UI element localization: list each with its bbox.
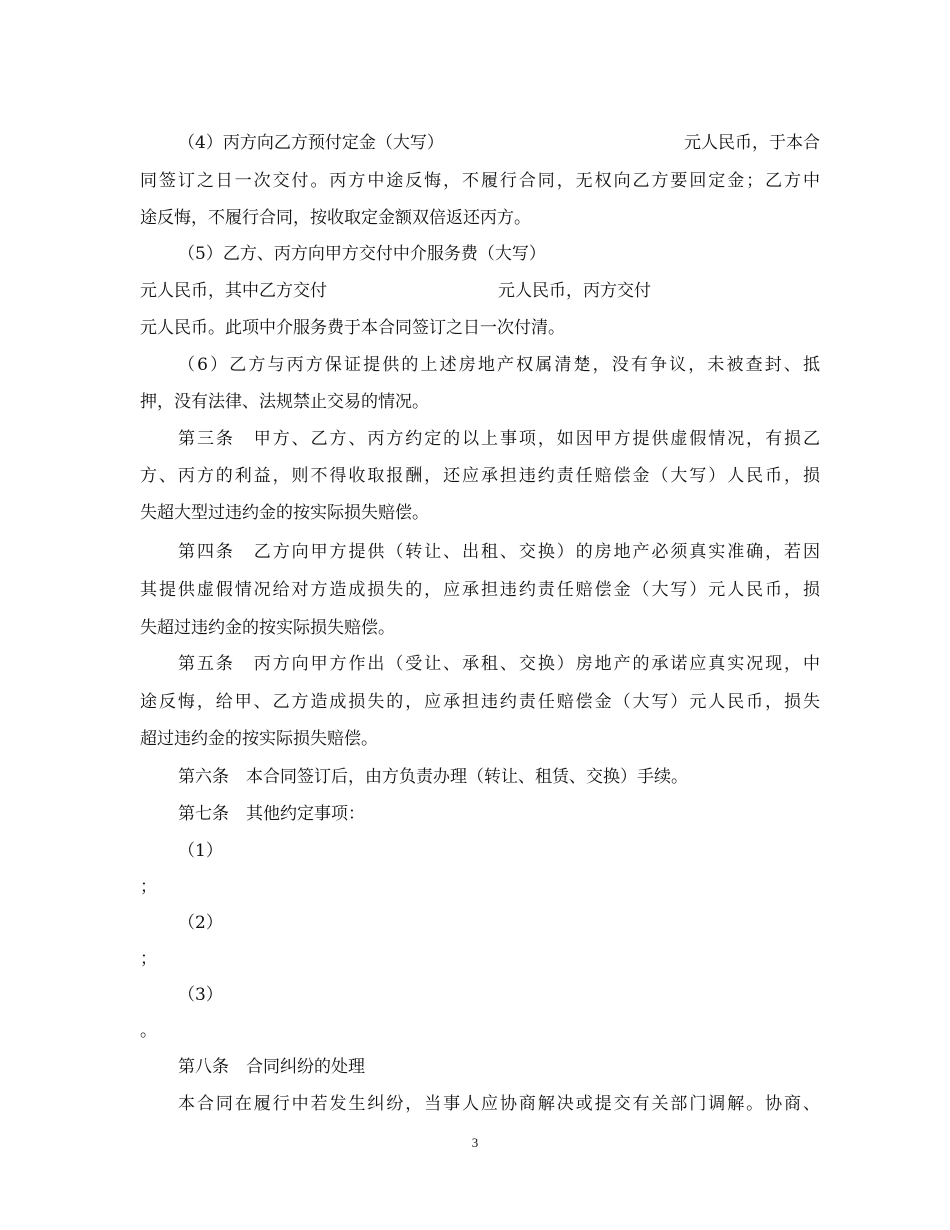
article-8-line-2: 本合同在履行中若发生纠纷，当事人应协商解决或提交有关部门调解。协商、 xyxy=(178,1094,820,1114)
clause-5-line-2 xyxy=(140,280,820,302)
article-8-line-1: 第八条 合同纠纷的处理 xyxy=(178,1057,365,1077)
article-4-line-3: 失超过违约金的按实际损失赔偿。 xyxy=(140,618,395,638)
clause-4-line-1 xyxy=(178,132,820,154)
clause-4-line-3: 途反悔，不履行合同，按收取定金额双倍返还丙方。 xyxy=(140,208,531,228)
article-5-line-3: 超过违约金的按实际损失赔偿。 xyxy=(140,729,378,749)
article-5-line-2: 途反悔，给甲、乙方造成损失的，应承担违约责任赔偿金（大写）元人民币，损失 xyxy=(140,692,820,712)
article-7-line-1: 第七条 其他约定事项： xyxy=(178,804,365,824)
article-4-line-2: 其提供虚假情况给对方造成损失的，应承担违约责任赔偿金（大写）元人民币，损 xyxy=(140,580,820,600)
clause-5-text-2: 元人民币，丙方交付 xyxy=(498,281,651,301)
clause-4-line-2: 同签订之日一次交付。丙方中途反悔，不履行合同，无权向乙方要回定金；乙方中 xyxy=(140,171,820,191)
article-7-item-3-end: 。 xyxy=(140,1021,157,1041)
clause-6-line-1: （6）乙方与丙方保证提供的上述房地产权属清楚，没有争议，未被查封、抵 xyxy=(178,355,820,375)
clause-5-line-3: 元人民币。此项中介服务费于本合同签订之日一次付清。 xyxy=(140,318,565,338)
clause-4-text-pre: （4）丙方向乙方预付定金（大写） xyxy=(178,133,444,153)
article-3-line-2: 方、丙方的利益，则不得收取报酬，还应承担违约责任赔偿金（大写）人民币，损 xyxy=(140,466,820,486)
article-7-item-2-end: ； xyxy=(140,949,157,969)
article-7-item-2: （2） xyxy=(178,913,223,933)
clause-5-line-1: （5）乙方、丙方向甲方交付中介服务费（大写） xyxy=(178,244,546,264)
article-3-line-3: 失超大型过违约金的按实际损失赔偿。 xyxy=(140,503,429,523)
clause-6-line-2: 押，没有法律、法规禁止交易的情况。 xyxy=(140,392,429,412)
article-3-line-1: 第三条 甲方、乙方、丙方约定的以上事项，如因甲方提供虚假情况，有损乙 xyxy=(178,429,820,449)
article-6-line-1: 第六条 本合同签订后，由方负责办理（转让、租赁、交换）手续。 xyxy=(178,767,688,787)
clause-4-text-post: 元人民币，于本合 xyxy=(684,133,820,153)
page-number: 3 xyxy=(471,1135,479,1150)
article-7-item-1: （1） xyxy=(178,841,223,861)
clause-5-text-1: 元人民币，其中乙方交付 xyxy=(140,281,327,301)
article-4-line-1: 第四条 乙方向甲方提供（转让、出租、交换）的房地产必须真实准确，若因 xyxy=(178,542,820,562)
article-5-line-1: 第五条 丙方向甲方作出（受让、承租、交换）房地产的承诺应真实况现，中 xyxy=(178,654,820,674)
article-7-item-3: （3） xyxy=(178,985,223,1005)
article-7-item-1-end: ； xyxy=(140,877,157,897)
